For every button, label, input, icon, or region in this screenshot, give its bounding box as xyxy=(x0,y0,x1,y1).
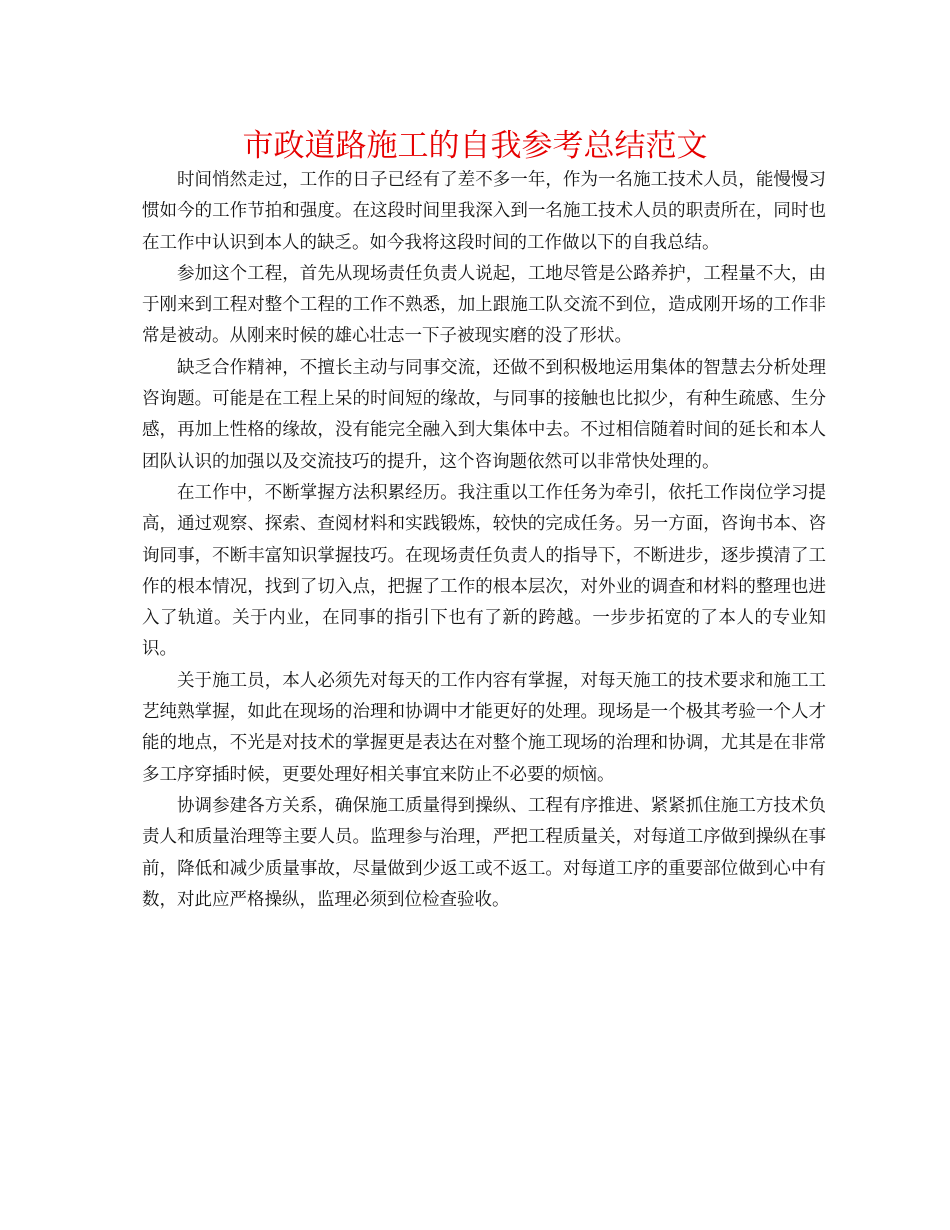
paragraph: 参加这个工程，首先从现场责任负责人说起，工地尽管是公路养护，工程量不大，由于刚来到工程对整个工程的工作不熟悉，加上跟施工队交流不到位，造成刚开场的工作非常是被动。从刚来时候的雄心壮志一下子被现实磨的没了形状。 xyxy=(142,263,826,347)
paragraph: 在工作中，不断掌握方法积累经历。我注重以工作任务为牵引，依托工作岗位学习提高，通过观察、探索、查阅材料和实践锻炼，较快的完成任务。另一方面，咨询书本、咨询同事，不断丰富知识掌握技巧。在现场责任负责人的指导下，不断进步，逐步摸清了工作的根本情况，找到了切入点，把握了工作的根本层次，对外业的调查和材料的整理也进入了轨道。关于内业，在同事的指引下也有了新的跨越。一步步拓宽的了本人的专业知识。 xyxy=(142,482,826,660)
paragraph: 时间悄然走过，工作的日子已经有了差不多一年，作为一名施工技术人员，能慢慢习惯如今的工作节拍和强度。在这段时间里我深入到一名施工技术人员的职责所在，同时也在工作中认识到本人的缺乏。如今我将这段时间的工作做以下的自我总结。 xyxy=(142,170,826,253)
document-title: 市政道路施工的自我参考总结范文 xyxy=(242,128,708,164)
document-body xyxy=(142,165,826,916)
paragraph: 关于施工员，本人必须先对每天的工作内容有掌握，对每天施工的技术要求和施工工艺纯熟掌握，如此在现场的治理和协调中才能更好的处理。现场是一个极其考验一个人才能的地点，不光是对技术的掌握更是表达在对整个施工现场的治理和协调，尤其是在非常多工序穿插时候，更要处理好相关事宜来防止不必要的烦恼。 xyxy=(142,670,826,785)
paragraph: 协调参建各方关系，确保施工质量得到操纵、工程有序推进、紧紧抓住施工方技术负责人和质量治理等主要人员。监理参与治理，严把工程质量关，对每道工序做到操纵在事前，降低和减少质量事故，尽量做到少返工或不返工。对每道工序的重要部位做到心中有数，对此应严格操纵，监理必须到位检查验收。 xyxy=(142,795,826,910)
paragraph: 缺乏合作精神，不擅长主动与同事交流，还做不到积极地运用集体的智慧去分析处理咨询题。可能是在工程上呆的时间短的缘故，与同事的接触也比拟少，有种生疏感、生分感，再加上性格的缘故，没有能完全融入到大集体中去。不过相信随着时间的延长和本人团队认识的加强以及交流技巧的提升，这个咨询题依然可以非常快处理的。 xyxy=(142,357,826,472)
